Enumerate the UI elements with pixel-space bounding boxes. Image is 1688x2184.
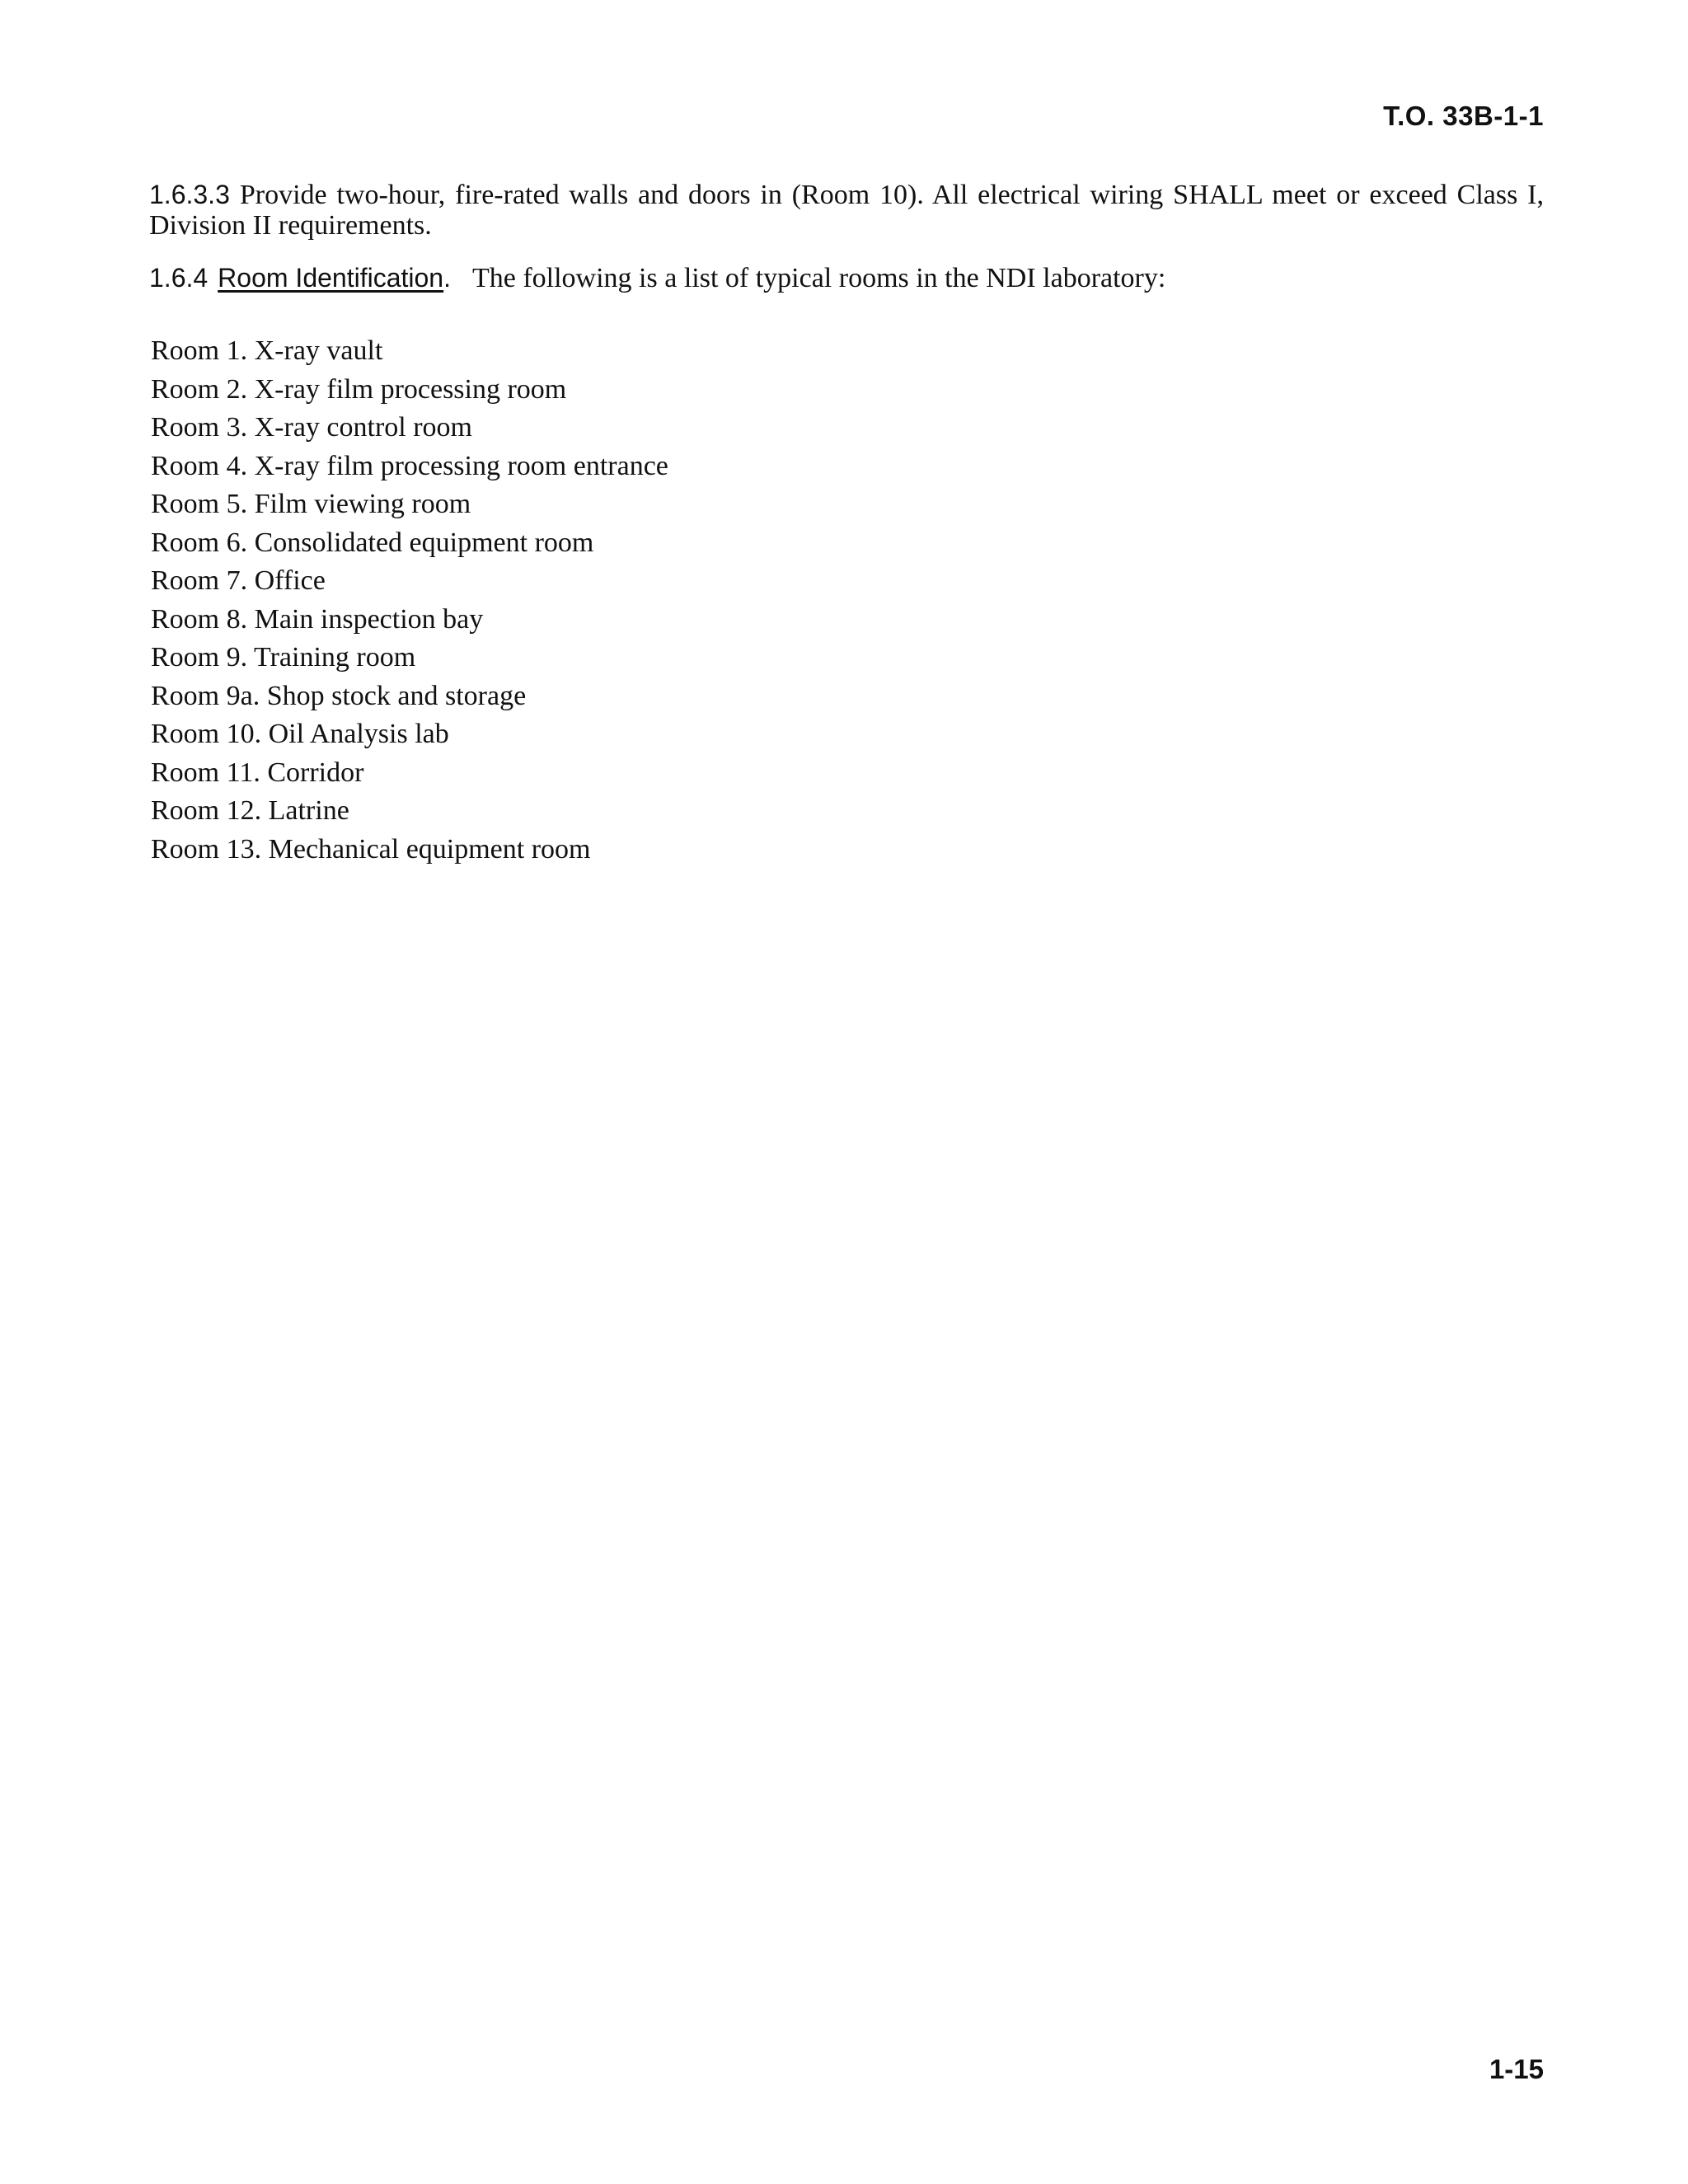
list-item: Room 9a. Shop stock and storage: [151, 680, 527, 711]
page-number: 1-15: [1489, 2054, 1544, 2084]
list-item: Room 2. X-ray film processing room: [151, 373, 567, 405]
room-list: [151, 332, 1544, 869]
list-item: Room 11. Corridor: [151, 757, 364, 788]
list-item: Room 1. X-ray vault: [151, 335, 383, 366]
list-item: Room 7. Office: [151, 565, 326, 596]
document-number-header: T.O. 33B-1-1: [1383, 101, 1544, 131]
section-title: Room Identification: [218, 263, 444, 293]
list-item: Room 3. X-ray control room: [151, 412, 472, 443]
page-body: [149, 180, 1544, 869]
list-item: Room 6. Consolidated equipment room: [151, 527, 594, 558]
list-item: Room 12. Latrine: [151, 795, 349, 826]
paragraph-1-6-4: [149, 263, 1544, 293]
list-item: Room 8. Main inspection bay: [151, 603, 484, 635]
section-number: 1.6.4: [149, 263, 209, 293]
paragraph-text: The following is a list of typical rooms in the NDI laboratory:: [471, 263, 1166, 293]
section-number: 1.6.3.3: [149, 180, 230, 209]
list-item: Room 13. Mechanical equipment room: [151, 833, 591, 865]
paragraph-1-6-3-3: [149, 180, 1544, 241]
list-item: Room 4. X-ray film processing room entrance: [151, 450, 668, 481]
list-item: Room 9. Training room: [151, 642, 416, 673]
section-title-punctuation: .: [443, 263, 451, 293]
paragraph-text: Provide two-hour, fire-rated walls and doors in (Room 10). All electrical wiring SHALL meet or exceed Class I, Division II requirements.: [149, 180, 1544, 241]
list-item: Room 10. Oil Analysis lab: [151, 719, 449, 749]
list-item: Room 5. Film viewing room: [151, 489, 471, 519]
